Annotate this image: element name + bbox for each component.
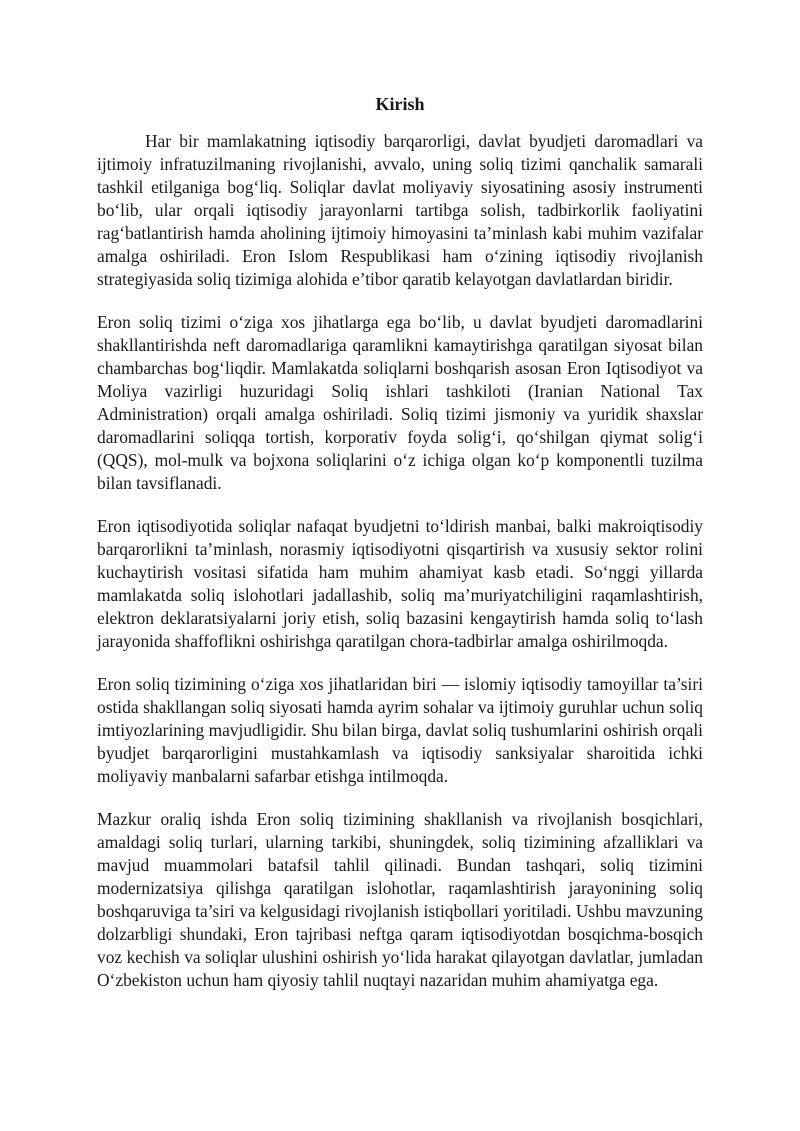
document-page: [97, 92, 703, 1012]
paragraph-intro: Har bir mamlakatning iqtisodiy barqarorligi, davlat byudjeti daromadlari va ijtimoiy infratuzilmaning rivojlanishi, avvalo, uning soliq tizimi qanchalik samarali tashkil etilganiga bog‘liq. Soliqlar davlat moliyaviy siyosatining asosiy instrumenti bo‘lib, ular orqali iqtisodiy jarayonlarni tartibga solish, tadbirkorlik faoliyatini rag‘batlantirish hamda aholining ijtimoiy himoyasini ta’minlash kabi muhim vazifalar amalga oshiriladi. Eron Islom Respublikasi ham o‘zining iqtisodiy rivojlanish strategiyasida soliq tizimiga alohida e’tibor qaratib kelayotgan davlatlardan biridir.: [97, 131, 703, 289]
paragraph-work-scope: Mazkur oraliq ishda Eron soliq tizimining shakllanish va rivojlanish bosqichlari, amaldagi soliq turlari, ularning tarkibi, shuningdek, soliq tizimining afzalliklari va mavjud muammolari batafsil tahlil qilinadi. Bundan tashqari, soliq tizimini modernizatsiya qilishga qaratilgan islohotlar, raqamlashtirish jarayonining soliq boshqaruviga ta’siri va kelgusidagi rivojlanish istiqbollari yoritiladi. Ushbu mavzuning dolzarbligi shundaki, Eron tajribasi neftga qaram iqtisodiyotdan bosqichma-bosqich voz kechish va soliqlar ulushini oshirish yo‘lida harakat qilayotgan davlatlar, jumladan O‘zbekiston uchun ham qiyosiy tahlil nuqtayi nazaridan muhim ahamiyatga ega.: [97, 809, 703, 990]
paragraph-tax-role-economy: Eron iqtisodiyotida soliqlar nafaqat byudjetni to‘ldirish manbai, balki makroiqtisodiy barqarorlikni ta’minlash, norasmiy iqtisodiyotni qisqartirish va xususiy sektor rolini kuchaytirish vositasi sifatida ham muhim ahamiyat kasb etadi. So‘nggi yillarda mamlakatda soliq islohotlari jadallashib, soliq ma’muriyatchiligini raqamlashtirish, elektron deklaratsiyalarni joriy etish, soliq bazasini kengaytirish hamda soliq to‘lash jarayonida shaffoflikni oshirishga qaratilgan chora-tadbirlar amalga oshirilmoqda.: [97, 516, 703, 651]
paragraph-tax-system-overview: Eron soliq tizimi o‘ziga xos jihatlarga ega bo‘lib, u davlat byudjeti daromadlarini shakllantirishda neft daromadlariga qaramlikni kamaytirishga qaratilgan siyosat bilan chambarchas bog‘liqdir. Mamlakatda soliqlarni boshqarish asosan Eron Iqtisodiyot va Moliya vazirligi huzuridagi Soliq ishlari tashkiloti (Iranian National Tax Administration) orqali amalga oshiriladi. Soliq tizimi jismoniy va yuridik shaxslar daromadlarini soliqqa tortish, korporativ foyda solig‘i, qo‘shilgan qiymat solig‘i (QQS), mol-mulk va bojxona soliqlarini o‘z ichiga olgan ko‘p komponentli tuzilma bilan tavsiflanadi.: [97, 312, 703, 493]
paragraph-islamic-principles: Eron soliq tizimining o‘ziga xos jihatlaridan biri — islomiy iqtisodiy tamoyillar ta’siri ostida shakllangan soliq siyosati hamda ayrim sohalar va ijtimoiy guruhlar uchun soliq imtiyozlarining mavjudligidir. Shu bilan birga, davlat soliq tushumlarini oshirish orqali byudjet barqarorligini mustahkamlash va iqtisodiy sanksiyalar sharoitida ichki moliyaviy manbalarni safarbar etishga intilmoqda.: [97, 674, 703, 786]
page-title: Kirish: [375, 94, 425, 114]
